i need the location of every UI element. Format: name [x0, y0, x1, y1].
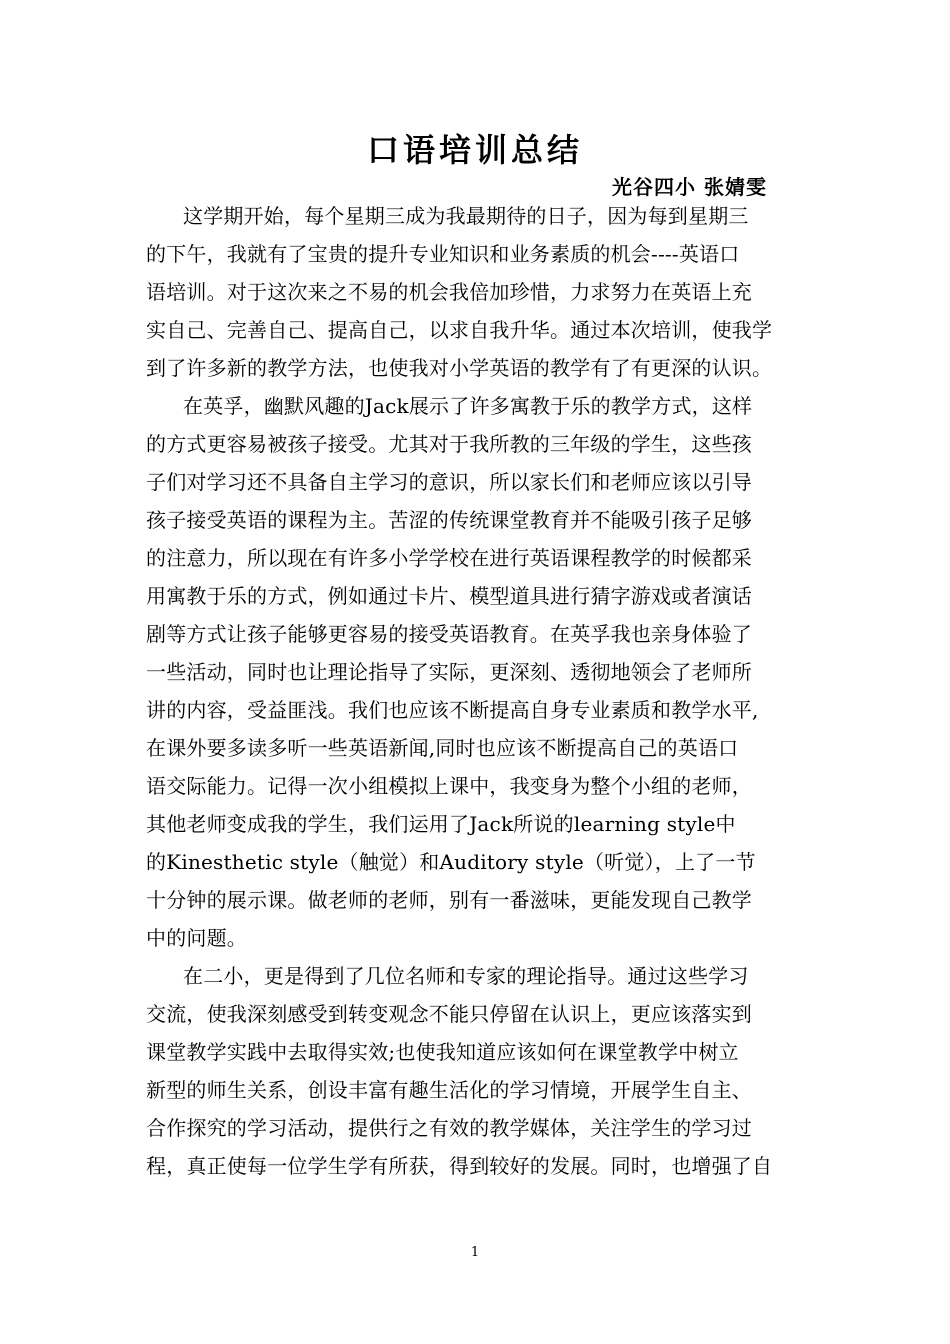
text-line: 的Kinesthetic style（触觉）和Auditory style（听觉），上了一节 [146, 850, 756, 874]
text-line: 在课外要多读多听一些英语新闻,同时也应该不断提高自己的英语口 [146, 736, 739, 760]
document-body [146, 197, 822, 1185]
text-line: 这学期开始，每个星期三成为我最期待的日子，因为每到星期三 [183, 204, 749, 228]
document-title: 口语培训总结 [366, 131, 583, 169]
text-line: 的方式更容易被孩子接受。尤其对于我所教的三年级的学生，这些孩 [146, 432, 752, 456]
text-line: 课堂教学实践中去取得实效;也使我知道应该如何在课堂教学中树立 [146, 1040, 739, 1064]
page-number: 1 [470, 1245, 480, 1260]
text-line: 语培训。对于这次来之不易的机会我倍加珍惜，力求努力在英语上充 [146, 280, 752, 304]
text-line: 在二小，更是得到了几位名师和专家的理论指导。通过这些学习 [183, 964, 749, 988]
text-line: 的注意力，所以现在有许多小学学校在进行英语课程教学的时候都采 [146, 546, 752, 570]
text-line: 在英孚，幽默风趣的Jack展示了许多寓教于乐的教学方式，这样 [183, 394, 753, 418]
text-line: 讲的内容，受益匪浅。我们也应该不断提高自身专业素质和教学水平, [146, 698, 759, 722]
text-line: 程，真正使每一位学生学有所获，得到较好的发展。同时，也增强了自 [146, 1154, 773, 1178]
text-line: 其他老师变成我的学生，我们运用了Jack所说的learning style中 [146, 812, 736, 836]
text-line: 的下午，我就有了宝贵的提升专业知识和业务素质的机会----英语口 [146, 242, 740, 266]
paragraph [146, 197, 822, 387]
text-line: 语交际能力。记得一次小组模拟上课中，我变身为整个小组的老师， [146, 774, 752, 798]
text-line: 十分钟的展示课。做老师的老师，别有一番滋味，更能发现自己教学 [146, 888, 752, 912]
text-line: 到了许多新的教学方法，也使我对小学英语的教学有了有更深的认识。 [146, 356, 773, 380]
text-line: 子们对学习还不具备自主学习的意识，所以家长们和老师应该以引导 [146, 470, 752, 494]
author-line: 光谷四小 张婧雯 [612, 175, 767, 199]
text-line: 交流，使我深刻感受到转变观念不能只停留在认识上，更应该落实到 [146, 1002, 752, 1026]
text-line: 孩子接受英语的课程为主。苦涩的传统课堂教育并不能吸引孩子足够 [146, 508, 752, 532]
text-line: 新型的师生关系，创设丰富有趣生活化的学习情境，开展学生自主、 [146, 1078, 752, 1102]
text-line: 中的问题。 [146, 926, 247, 950]
text-line: 剧等方式让孩子能够更容易的接受英语教育。在英孚我也亲身体验了 [146, 622, 752, 646]
text-line: 一些活动，同时也让理论指导了实际，更深刻、透彻地领会了老师所 [146, 660, 752, 684]
text-line: 合作探究的学习活动，提供行之有效的教学媒体，关注学生的学习过 [146, 1116, 752, 1140]
text-line: 实自己、完善自己、提高自己，以求自我升华。通过本次培训，使我学 [146, 318, 773, 342]
text-line: 用寓教于乐的方式，例如通过卡片、模型道具进行猜字游戏或者演话 [146, 584, 752, 608]
paragraph [146, 387, 822, 957]
paragraph [146, 957, 822, 1185]
